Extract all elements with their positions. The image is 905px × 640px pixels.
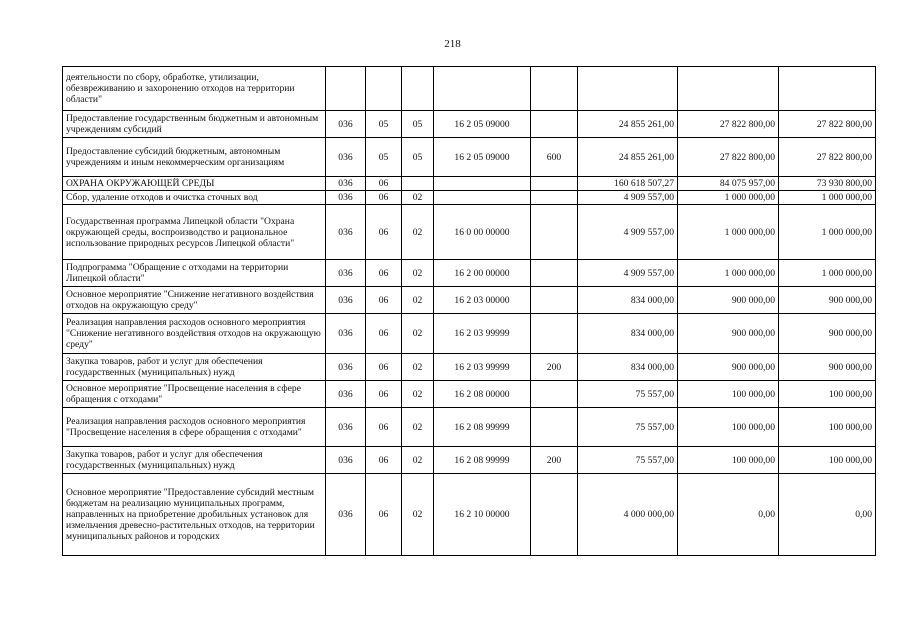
row-target-article: 16 2 08 00000 bbox=[434, 381, 531, 408]
row-sum-year-2: 100 000,00 bbox=[678, 447, 779, 474]
row-target-article bbox=[434, 67, 531, 111]
row-razdel: 06 bbox=[366, 177, 402, 191]
row-glava: 036 bbox=[326, 447, 366, 474]
page-number: 218 bbox=[444, 38, 461, 50]
row-sum-year-1 bbox=[578, 67, 678, 111]
row-sum-year-2: 1 000 000,00 bbox=[678, 191, 779, 205]
row-glava: 036 bbox=[326, 205, 366, 260]
row-podrazdel: 02 bbox=[402, 381, 434, 408]
row-target-article: 16 2 03 99999 bbox=[434, 354, 531, 381]
row-podrazdel: 02 bbox=[402, 354, 434, 381]
row-expense-type bbox=[531, 381, 578, 408]
row-sum-year-2: 900 000,00 bbox=[678, 287, 779, 314]
row-podrazdel: 05 bbox=[402, 138, 434, 177]
row-razdel: 06 bbox=[366, 408, 402, 447]
row-sum-year-1: 4 000 000,00 bbox=[578, 474, 678, 556]
row-podrazdel: 02 bbox=[402, 287, 434, 314]
row-sum-year-3: 100 000,00 bbox=[779, 381, 876, 408]
row-sum-year-3: 0,00 bbox=[779, 474, 876, 556]
row-name: Основное мероприятие "Просвещение населения в сфере обращения с отходами" bbox=[63, 381, 326, 408]
row-name: Подпрограмма "Обращение с отходами на территории Липецкой области" bbox=[63, 260, 326, 287]
row-podrazdel: 02 bbox=[402, 474, 434, 556]
row-sum-year-3: 27 822 800,00 bbox=[779, 138, 876, 177]
table-row bbox=[63, 177, 876, 191]
row-sum-year-1: 4 909 557,00 bbox=[578, 260, 678, 287]
row-sum-year-3: 100 000,00 bbox=[779, 408, 876, 447]
row-podrazdel bbox=[402, 177, 434, 191]
row-razdel: 06 bbox=[366, 205, 402, 260]
row-sum-year-1: 834 000,00 bbox=[578, 314, 678, 354]
row-target-article: 16 0 00 00000 bbox=[434, 205, 531, 260]
row-glava: 036 bbox=[326, 111, 366, 138]
row-sum-year-1: 160 618 507,27 bbox=[578, 177, 678, 191]
row-glava: 036 bbox=[326, 408, 366, 447]
row-podrazdel: 02 bbox=[402, 408, 434, 447]
row-glava: 036 bbox=[326, 177, 366, 191]
row-razdel: 06 bbox=[366, 191, 402, 205]
row-sum-year-3: 73 930 800,00 bbox=[779, 177, 876, 191]
row-sum-year-1: 834 000,00 bbox=[578, 354, 678, 381]
row-razdel: 06 bbox=[366, 260, 402, 287]
row-sum-year-3: 900 000,00 bbox=[779, 287, 876, 314]
row-sum-year-2 bbox=[678, 67, 779, 111]
row-expense-type bbox=[531, 191, 578, 205]
row-name: Закупка товаров, работ и услуг для обеспечения государственных (муниципальных) нужд bbox=[63, 354, 326, 381]
row-podrazdel bbox=[402, 67, 434, 111]
table-row bbox=[63, 381, 876, 408]
row-expense-type: 200 bbox=[531, 354, 578, 381]
row-name: Закупка товаров, работ и услуг для обеспечения государственных (муниципальных) нужд bbox=[63, 447, 326, 474]
row-sum-year-2: 84 075 957,00 bbox=[678, 177, 779, 191]
row-sum-year-2: 100 000,00 bbox=[678, 408, 779, 447]
row-name: Основное мероприятие "Предоставление субсидий местным бюджетам на реализацию муниципальных программ, направленных на приобретение дробильных установок для измельчения древесно-растительных отходов, на территории муниципальных районов и городских bbox=[63, 474, 326, 556]
row-sum-year-1: 4 909 557,00 bbox=[578, 191, 678, 205]
row-sum-year-2: 0,00 bbox=[678, 474, 779, 556]
row-name: Сбор, удаление отходов и очистка сточных вод bbox=[63, 191, 326, 205]
row-sum-year-3: 1 000 000,00 bbox=[779, 205, 876, 260]
row-glava bbox=[326, 67, 366, 111]
row-name: Основное мероприятие "Снижение негативного воздействия отходов на окружающую среду" bbox=[63, 287, 326, 314]
row-razdel: 06 bbox=[366, 447, 402, 474]
table-row bbox=[63, 67, 876, 111]
row-sum-year-1: 4 909 557,00 bbox=[578, 205, 678, 260]
row-sum-year-1: 75 557,00 bbox=[578, 408, 678, 447]
row-sum-year-2: 900 000,00 bbox=[678, 354, 779, 381]
row-razdel: 06 bbox=[366, 314, 402, 354]
row-name: Реализация направления расходов основного мероприятия "Просвещение населения в сфере обращения с отходами" bbox=[63, 408, 326, 447]
table-row bbox=[63, 354, 876, 381]
row-name: Государственная программа Липецкой области "Охрана окружающей среды, воспроизводство и рациональное использование природных ресурсов Липецкой области" bbox=[63, 205, 326, 260]
row-glava: 036 bbox=[326, 354, 366, 381]
row-sum-year-3: 1 000 000,00 bbox=[779, 191, 876, 205]
row-sum-year-1: 24 855 261,00 bbox=[578, 138, 678, 177]
table-row bbox=[63, 447, 876, 474]
row-name: ОХРАНА ОКРУЖАЮЩЕЙ СРЕДЫ bbox=[63, 177, 326, 191]
row-name: Предоставление субсидий бюджетным, автономным учреждениям и иным некоммерческим организациям bbox=[63, 138, 326, 177]
budget-table bbox=[62, 66, 876, 556]
row-podrazdel: 02 bbox=[402, 260, 434, 287]
row-sum-year-2: 27 822 800,00 bbox=[678, 111, 779, 138]
row-sum-year-3 bbox=[779, 67, 876, 111]
row-sum-year-1: 75 557,00 bbox=[578, 381, 678, 408]
row-expense-type bbox=[531, 205, 578, 260]
row-expense-type bbox=[531, 314, 578, 354]
row-podrazdel: 02 bbox=[402, 205, 434, 260]
row-expense-type bbox=[531, 260, 578, 287]
row-expense-type: 600 bbox=[531, 138, 578, 177]
row-sum-year-2: 900 000,00 bbox=[678, 314, 779, 354]
row-glava: 036 bbox=[326, 260, 366, 287]
row-target-article bbox=[434, 177, 531, 191]
row-razdel: 05 bbox=[366, 111, 402, 138]
row-target-article: 16 2 03 00000 bbox=[434, 287, 531, 314]
row-target-article: 16 2 05 09000 bbox=[434, 111, 531, 138]
row-sum-year-1: 834 000,00 bbox=[578, 287, 678, 314]
row-target-article: 16 2 03 99999 bbox=[434, 314, 531, 354]
row-sum-year-2: 1 000 000,00 bbox=[678, 260, 779, 287]
row-razdel: 06 bbox=[366, 287, 402, 314]
row-sum-year-1: 75 557,00 bbox=[578, 447, 678, 474]
table-row bbox=[63, 205, 876, 260]
row-target-article bbox=[434, 191, 531, 205]
row-expense-type bbox=[531, 177, 578, 191]
row-razdel: 06 bbox=[366, 474, 402, 556]
row-expense-type bbox=[531, 67, 578, 111]
row-sum-year-3: 1 000 000,00 bbox=[779, 260, 876, 287]
row-glava: 036 bbox=[326, 138, 366, 177]
row-podrazdel: 05 bbox=[402, 111, 434, 138]
row-target-article: 16 2 08 99999 bbox=[434, 408, 531, 447]
row-sum-year-2: 1 000 000,00 bbox=[678, 205, 779, 260]
table-row bbox=[63, 474, 876, 556]
row-glava: 036 bbox=[326, 474, 366, 556]
row-target-article: 16 2 05 09000 bbox=[434, 138, 531, 177]
table-row bbox=[63, 191, 876, 205]
row-expense-type: 200 bbox=[531, 447, 578, 474]
row-expense-type bbox=[531, 474, 578, 556]
row-target-article: 16 2 08 99999 bbox=[434, 447, 531, 474]
row-sum-year-3: 27 822 800,00 bbox=[779, 111, 876, 138]
table-row bbox=[63, 111, 876, 138]
row-glava: 036 bbox=[326, 314, 366, 354]
row-name: Предоставление государственным бюджетным и автономным учреждениям субсидий bbox=[63, 111, 326, 138]
row-expense-type bbox=[531, 287, 578, 314]
row-expense-type bbox=[531, 111, 578, 138]
row-sum-year-3: 100 000,00 bbox=[779, 447, 876, 474]
table-row bbox=[63, 314, 876, 354]
row-podrazdel: 02 bbox=[402, 314, 434, 354]
row-razdel: 06 bbox=[366, 381, 402, 408]
row-razdel: 06 bbox=[366, 354, 402, 381]
row-glava: 036 bbox=[326, 287, 366, 314]
table-row bbox=[63, 260, 876, 287]
row-sum-year-3: 900 000,00 bbox=[779, 354, 876, 381]
row-podrazdel: 02 bbox=[402, 447, 434, 474]
row-sum-year-1: 24 855 261,00 bbox=[578, 111, 678, 138]
row-podrazdel: 02 bbox=[402, 191, 434, 205]
row-razdel bbox=[366, 67, 402, 111]
row-razdel: 05 bbox=[366, 138, 402, 177]
row-sum-year-2: 100 000,00 bbox=[678, 381, 779, 408]
row-sum-year-3: 900 000,00 bbox=[779, 314, 876, 354]
row-target-article: 16 2 10 00000 bbox=[434, 474, 531, 556]
table-row bbox=[63, 287, 876, 314]
row-sum-year-2: 27 822 800,00 bbox=[678, 138, 779, 177]
table-row bbox=[63, 408, 876, 447]
row-name: Реализация направления расходов основного мероприятия "Снижение негативного воздействия отходов на окружающую среду" bbox=[63, 314, 326, 354]
row-glava: 036 bbox=[326, 191, 366, 205]
table-row bbox=[63, 138, 876, 177]
row-name: деятельности по сбору, обработке, утилизации, обезвреживанию и захоронению отходов на территории области" bbox=[63, 67, 326, 111]
row-target-article: 16 2 00 00000 bbox=[434, 260, 531, 287]
row-expense-type bbox=[531, 408, 578, 447]
row-glava: 036 bbox=[326, 381, 366, 408]
